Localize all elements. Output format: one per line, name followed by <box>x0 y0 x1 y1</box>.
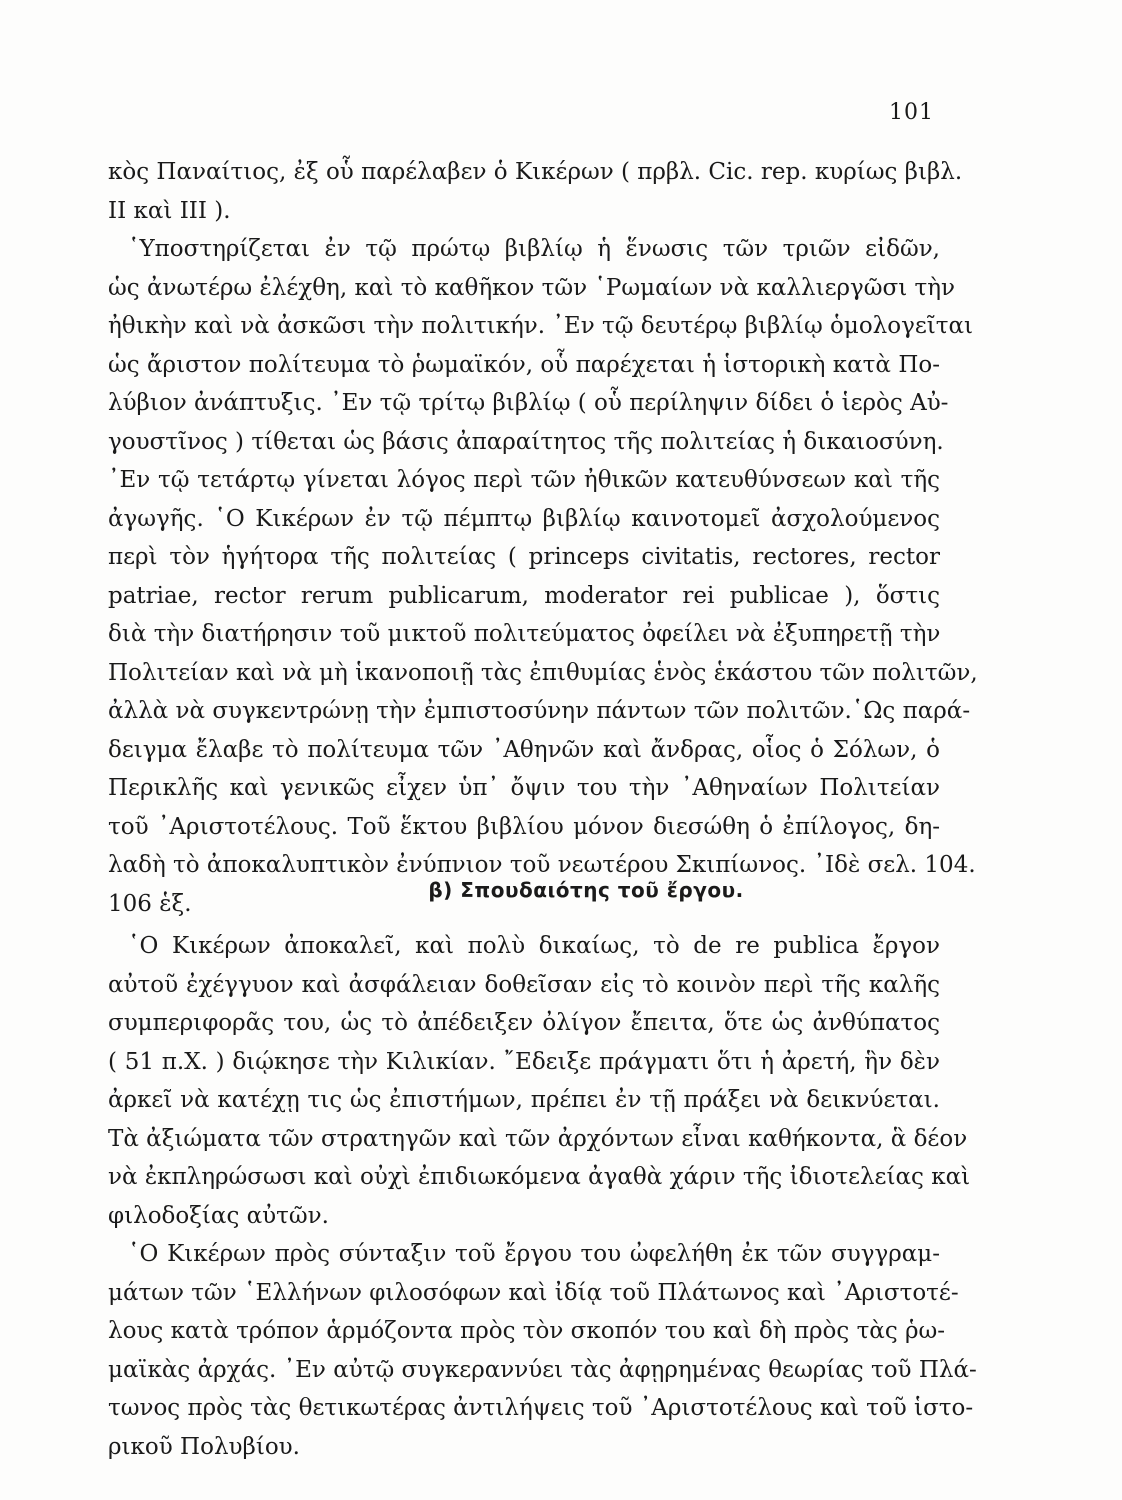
text-line: ἠθικὴν καὶ νὰ ἀσκῶσι τὴν πολιτικήν. ᾿Εν τῷ δευτέρῳ βιβλίῳ ὁμολογεῖται <box>108 313 974 339</box>
text-line: ὡς ἄριστον πολίτευμα τὸ ῥωμαϊκόν, οὗ παρέχεται ἡ ἱστορικὴ κατὰ Πο- <box>108 351 940 378</box>
text-line: ῾Ο Κικέρων πρὸς σύνταξιν τοῦ ἔργου του ὠφελήθη ἐκ τῶν συγγραμ- <box>128 1241 940 1267</box>
text-line: ᾿Εν τῷ τετάρτῳ γίνεται λόγος περὶ τῶν ἠθικῶν κατευθύνσεων καὶ τῆς <box>108 467 940 493</box>
text-line: ἀλλὰ νὰ συγκεντρώνῃ τὴν ἐμπιστοσύνην πάντων τῶν πολιτῶν.῾Ως παρά- <box>108 698 971 724</box>
text-line: περὶ τὸν ἡγήτορα τῆς πολιτείας ( princeps civitatis, rectores, rector <box>108 544 940 570</box>
text-line: νὰ ἐκπληρώσωσι καὶ οὐχὶ ἐπιδιωκόμενα ἀγαθὰ χάριν τῆς ἰδιοτελείας καὶ <box>108 1164 971 1190</box>
text-line: λους κατὰ τρόπον ἁρμόζοντα πρὸς τὸν σκοπόν του καὶ δὴ πρὸς τὰς ῥω- <box>108 1318 946 1344</box>
text-line: patriae, rector rerum publicarum, moderator rei publicae ), ὅστις <box>108 582 940 609</box>
section-b-text <box>108 927 977 1466</box>
text-line: ῾Υποστηρίζεται ἐν τῷ πρώτῳ βιβλίῳ ἡ ἕνωσις τῶν τριῶν εἰδῶν, <box>128 236 940 262</box>
text-line: Τὰ ἀξιώματα τῶν στρατηγῶν καὶ τῶν ἀρχόντων εἶναι καθήκοντα, ἃ δέον <box>108 1125 968 1152</box>
text-line: τοῦ ᾿Αριστοτέλους. Τοῦ ἕκτου βιβλίου μόνον διεσώθη ὁ ἐπίλογος, δη- <box>108 813 940 840</box>
text-line: γουστῖνος ) τίθεται ὡς βάσις ἀπαραίτητος τῆς πολιτείας ἡ δικαιοσύνη. <box>108 428 944 455</box>
text-line: λύβιον ἀνάπτυξις. ᾿Εν τῷ τρίτῳ βιβλίῳ ( οὗ περίληψιν δίδει ὁ ἱερὸς Αὐ- <box>108 390 949 416</box>
text-line: τωνος πρὸς τὰς θετικωτέρας ἀντιλήψεις τοῦ ᾿Αριστοτέλους καὶ τοῦ ἱστο- <box>108 1395 974 1421</box>
text-line: ἀγωγῆς. ῾Ο Κικέρων ἐν τῷ πέμπτῳ βιβλίῳ καινοτομεῖ ἀσχολούμενος <box>108 505 940 532</box>
text-line: κὸς Παναίτιος, ἐξ οὗ παρέλαβεν ὁ Κικέρων ( πρβλ. Cic. rep. κυρίως βιβλ. <box>108 159 963 185</box>
text-line: διὰ τὴν διατήρησιν τοῦ μικτοῦ πολιτεύματος ὀφείλει νὰ ἐξυπηρετῇ τὴν <box>108 621 941 647</box>
section-heading: β) Σπουδαιότης τοῦ ἔργου. <box>428 878 744 902</box>
text-line: μαϊκὰς ἀρχάς. ᾿Εν αὐτῷ συγκεραννύει τὰς ἀφῃρημένας θεωρίας τοῦ Πλά- <box>108 1356 977 1383</box>
text-line: Περικλῆς καὶ γενικῶς εἶχεν ὑπ᾿ ὄψιν του τὴν ᾿Αθηναίων Πολιτείαν <box>108 775 940 801</box>
text-line: συμπεριφορᾶς του, ὡς τὸ ἀπέδειξεν ὀλίγον ἔπειτα, ὅτε ὡς ἀνθύπατος <box>108 1010 940 1036</box>
text-line: φιλοδοξίας αὐτῶν. <box>108 1202 329 1229</box>
section-a-text <box>108 153 978 923</box>
text-line: 106 ἑξ. <box>108 890 192 917</box>
page-number: 101 <box>889 100 934 125</box>
text-line: Πολιτείαν καὶ νὰ μὴ ἱκανοποιῇ τὰς ἐπιθυμίας ἑνὸς ἑκάστου τῶν πολιτῶν, <box>108 659 978 686</box>
text-line: δειγμα ἔλαβε τὸ πολίτευμα τῶν ᾿Αθηνῶν καὶ ἄνδρας, οἷος ὁ Σόλων, ὁ <box>108 736 940 763</box>
text-line: αὐτοῦ ἐχέγγυον καὶ ἀσφάλειαν δοθεῖσαν εἰς τὸ κοινὸν περὶ τῆς καλῆς <box>108 971 940 998</box>
text-line: λαδὴ τὸ ἀποκαλυπτικὸν ἐνύπνιον τοῦ νεωτέρου Σκιπίωνος. ᾿Ιδὲ σελ. 104. <box>108 852 976 878</box>
text-line: ἀρκεῖ νὰ κατέχῃ τις ὡς ἐπιστήμων, πρέπει ἐν τῇ πράξει νὰ δεικνύεται. <box>108 1087 940 1113</box>
text-line: ( 51 π.Χ. ) διῴκησε τὴν Κιλικίαν. ῎Εδειξε πράγματι ὅτι ἡ ἀρετή, ἣν δὲν <box>108 1048 940 1075</box>
text-line: μάτων τῶν ῾Ελλήνων φιλοσόφων καὶ ἰδίᾳ τοῦ Πλάτωνος καὶ ᾿Αριστοτέ- <box>108 1279 959 1306</box>
text-line: II καὶ III ). <box>108 197 231 224</box>
text-line: ῾Ο Κικέρων ἀποκαλεῖ, καὶ πολὺ δικαίως, τὸ de re publica ἔργον <box>128 933 940 959</box>
text-line: ὡς ἀνωτέρω ἐλέχθη, καὶ τὸ καθῆκον τῶν ῾Ρωμαίων νὰ καλλιεργῶσι τὴν <box>108 274 956 301</box>
text-line: ρικοῦ Πολυβίου. <box>108 1433 300 1460</box>
